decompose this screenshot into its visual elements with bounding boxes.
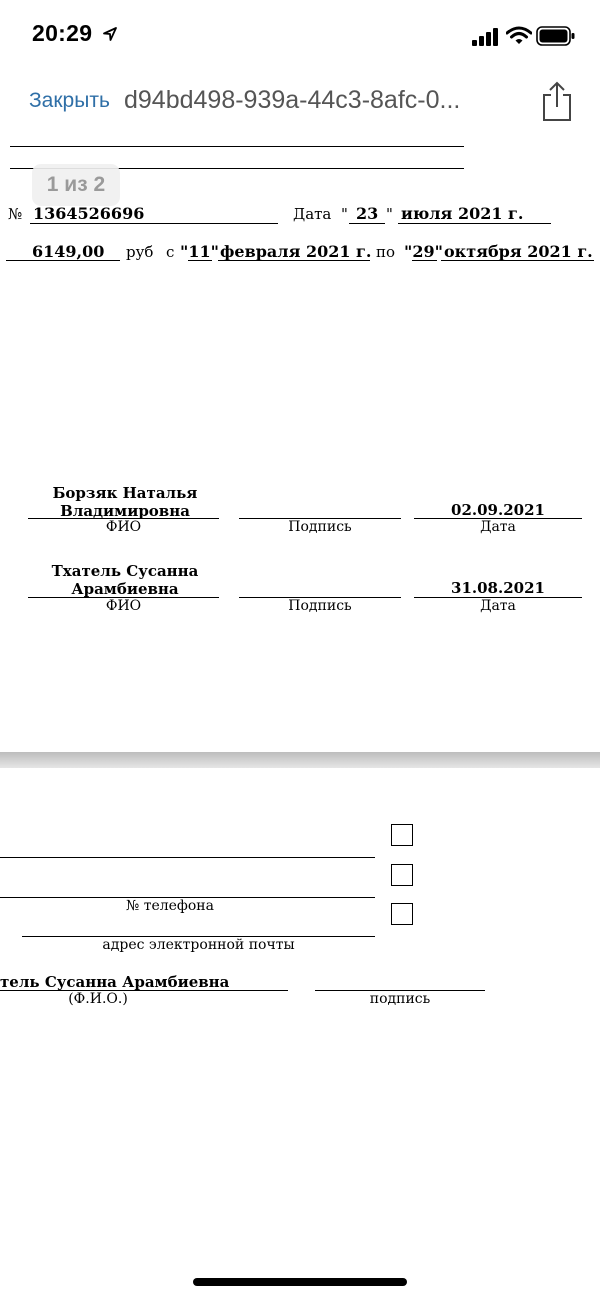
signer-name: тель Сусанна Арамбиевна (0, 973, 230, 991)
date-day-underline (349, 223, 385, 224)
signer-2-date: 31.08.2021 (451, 579, 545, 597)
signer-2-name-line1: Тхатель Сусанна (51, 562, 199, 580)
fio-caption: (Ф.И.О.) (68, 991, 128, 1007)
signature-caption: Подпись (288, 519, 352, 535)
number-underline (30, 223, 278, 224)
signer-1-name-line1: Борзяк Наталья (52, 484, 198, 502)
signer-1-date: 02.09.2021 (451, 501, 545, 519)
from-day-underline (188, 260, 212, 261)
wifi-icon (506, 26, 532, 51)
document-page-2 (0, 768, 600, 1297)
fio-caption: ФИО (105, 519, 142, 535)
amount-underline (6, 260, 120, 261)
signature-caption: подпись (369, 991, 431, 1007)
page-indicator: 1 из 2 (32, 164, 120, 206)
email-caption: адрес электронной почты (102, 937, 295, 953)
home-indicator[interactable] (193, 1278, 407, 1286)
status-bar (0, 0, 600, 70)
checkbox[interactable] (391, 903, 413, 925)
date-caption: Дата (480, 598, 516, 614)
checkbox[interactable] (391, 824, 413, 846)
fio-caption: ФИО (105, 598, 142, 614)
checkbox[interactable] (391, 864, 413, 886)
date-quote-close: " (386, 205, 393, 223)
to-day: "29" (404, 242, 443, 261)
from-day: "11" (180, 242, 219, 261)
phone-caption: № телефона (126, 898, 214, 914)
to-underline (441, 260, 594, 261)
to-day-underline (412, 260, 437, 261)
number-label: № (8, 205, 23, 223)
from-month-year: февраля 2021 г. (220, 242, 372, 261)
signer-2-name-line2: Арамбиевна (71, 580, 179, 598)
date-underline (398, 223, 551, 224)
date-month-year: июля 2021 г. (401, 204, 524, 223)
cellular-signal-icon (472, 28, 500, 51)
from-underline (218, 260, 370, 261)
to-month-year: октября 2021 г. (444, 242, 593, 261)
date-caption: Дата (480, 519, 516, 535)
page-separator (0, 752, 600, 768)
document-title: d94bd498-939a-44c3-8afc-0... (124, 86, 461, 114)
share-icon[interactable] (540, 80, 574, 127)
location-arrow-icon (102, 26, 118, 47)
battery-icon (536, 26, 576, 51)
close-button[interactable]: Закрыть (29, 89, 110, 112)
amount-value: 6149,00 (32, 242, 105, 261)
signer-1-name-line2: Владимировна (60, 502, 190, 520)
date-day: 23 (356, 204, 379, 223)
document-number: 1364526696 (33, 204, 145, 223)
date-label: Дата (293, 205, 332, 223)
date-quote-open: " (341, 205, 348, 223)
currency-label: руб (126, 243, 154, 261)
document-page-1 (0, 134, 600, 752)
rule-line (0, 857, 375, 858)
signature-caption: Подпись (288, 598, 352, 614)
status-time: 20:29 (32, 20, 93, 46)
to-label: по (376, 243, 396, 261)
rule-line (10, 146, 464, 147)
from-label: с (166, 243, 175, 261)
